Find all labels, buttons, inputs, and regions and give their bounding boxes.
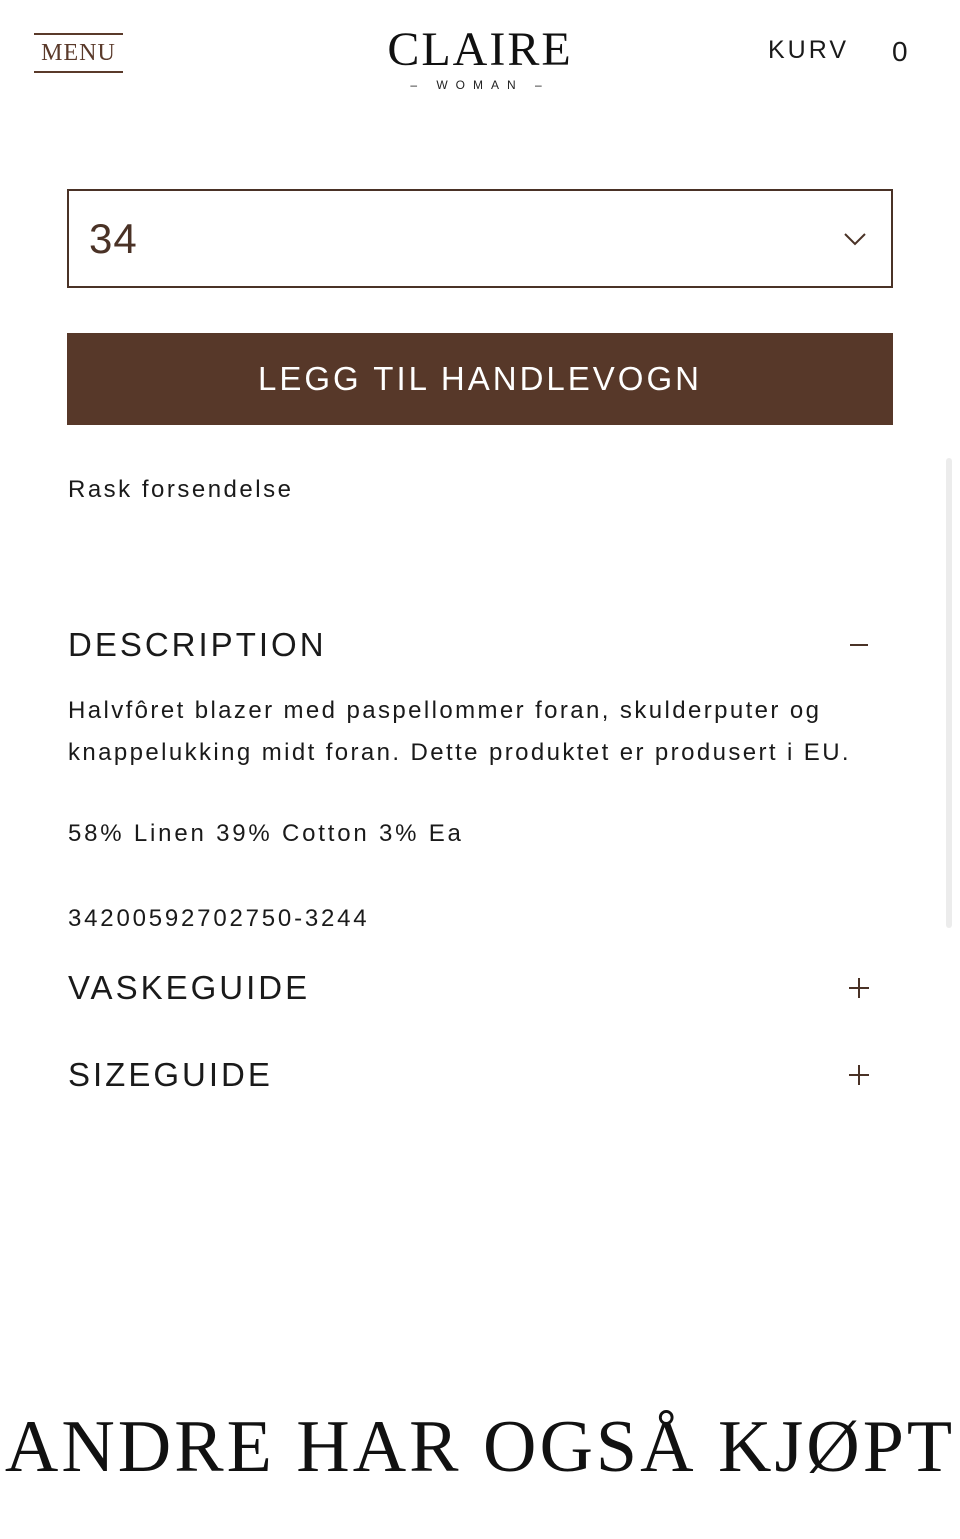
- product-description: Halvfôret blazer med paspellommer foran, skulderputer og knappelukking midt foran. Dette produktet er produsert i EU.: [68, 697, 851, 766]
- logo-subtitle: – WOMAN –: [410, 78, 550, 92]
- size-selected-value: 34: [89, 214, 138, 262]
- plus-icon: [846, 975, 872, 1001]
- accordion-description-title: DESCRIPTION: [68, 626, 327, 663]
- scrollbar[interactable]: [946, 458, 952, 928]
- site-header: [0, 0, 960, 110]
- menu-label: MENU: [41, 39, 116, 66]
- product-sku: 34200592702750-3244: [68, 905, 370, 932]
- related-products-heading: ANDRE HAR OGSÅ KJØPT: [4, 1406, 956, 1488]
- cart-link[interactable]: KURV: [768, 36, 850, 64]
- menu-button[interactable]: [34, 33, 123, 73]
- accordion-washguide-title: VASKEGUIDE: [68, 969, 311, 1006]
- accordion-sizeguide-title: SIZEGUIDE: [68, 1056, 273, 1093]
- add-to-cart-label: LEGG TIL HANDLEVOGN: [258, 360, 702, 397]
- logo-wordmark: CLAIRE: [387, 23, 573, 76]
- accordion-description-header[interactable]: [68, 626, 888, 666]
- accordion-washguide-header[interactable]: [68, 969, 888, 1009]
- accordion-sizeguide-header[interactable]: [68, 1056, 888, 1096]
- add-to-cart-button[interactable]: [67, 333, 893, 425]
- chevron-down-icon: [843, 229, 867, 249]
- plus-icon: [846, 1062, 872, 1088]
- shipping-note: Rask forsendelse: [68, 476, 294, 503]
- minus-icon: [846, 632, 872, 658]
- material-composition: 58% Linen 39% Cotton 3% Ea: [68, 820, 464, 847]
- brand-logo[interactable]: [380, 23, 580, 92]
- cart-count[interactable]: 0: [892, 36, 908, 67]
- size-select[interactable]: [67, 189, 893, 288]
